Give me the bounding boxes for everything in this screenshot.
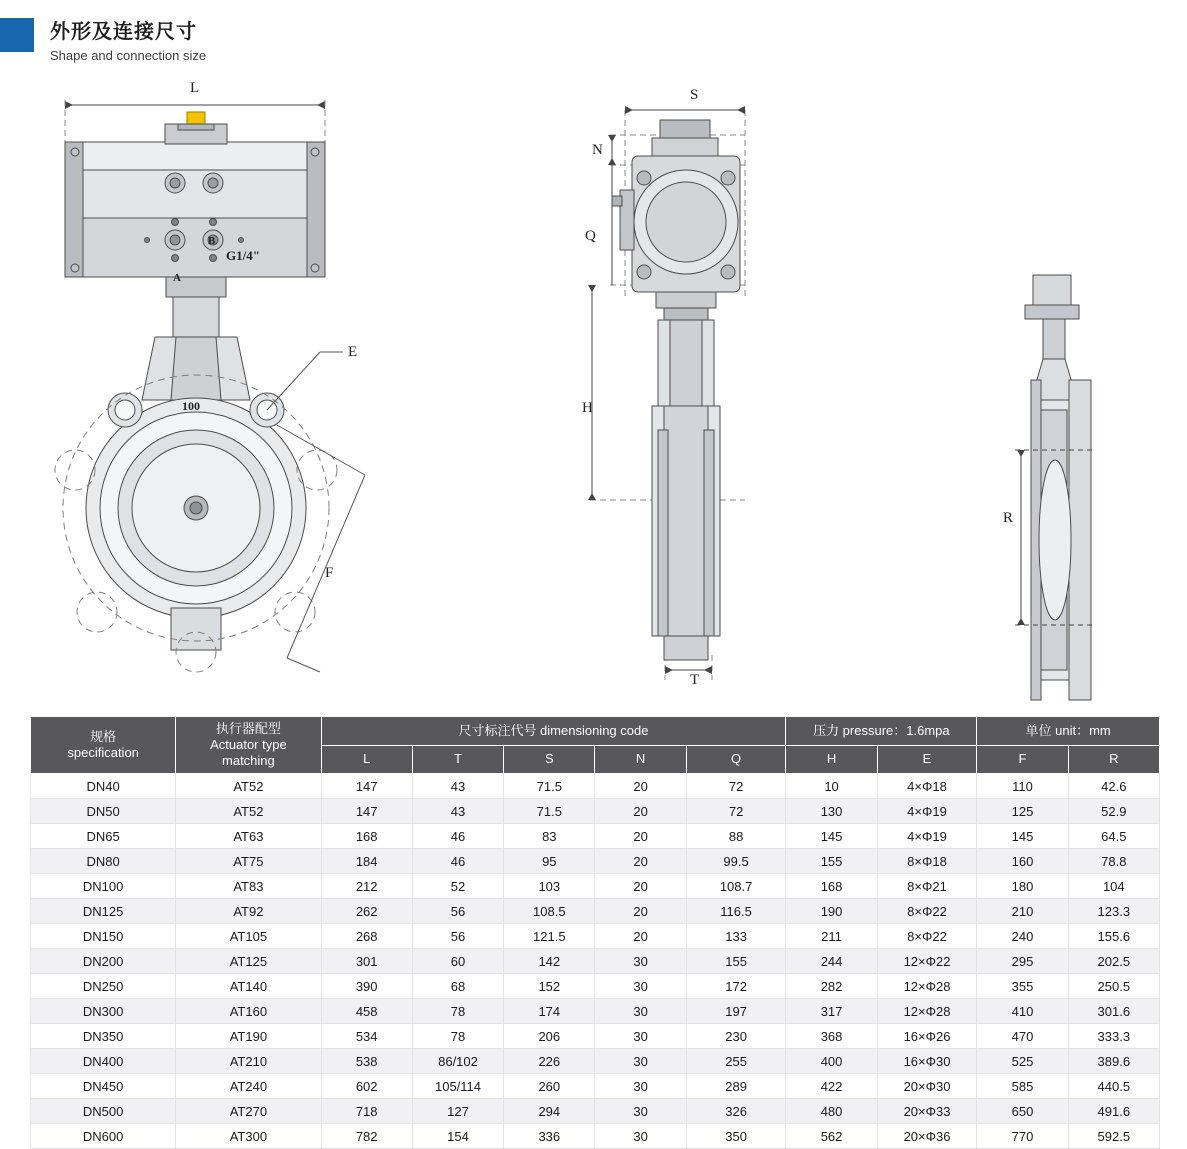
cell-L: 534 [321, 1024, 412, 1049]
th-dimensioning-code: 尺寸标注代号 dimensioning code [321, 717, 786, 746]
cell-N: 30 [595, 974, 686, 999]
cell-N: 20 [595, 924, 686, 949]
cell-spec: DN50 [31, 799, 176, 824]
cell-Q: 116.5 [686, 899, 786, 924]
cell-Q: 108.7 [686, 874, 786, 899]
label-port-a: A [173, 272, 181, 284]
cell-N: 30 [595, 999, 686, 1024]
th-col-N: N [595, 745, 686, 774]
cell-Q: 72 [686, 799, 786, 824]
cell-F: 770 [977, 1124, 1068, 1149]
table-row [31, 799, 1160, 824]
cell-E: 16×Φ30 [877, 1049, 977, 1074]
th-pressure: 压力 pressure：1.6mpa [786, 717, 977, 746]
cell-N: 30 [595, 1099, 686, 1124]
cell-L: 602 [321, 1074, 412, 1099]
cell-actuator: AT105 [176, 924, 321, 949]
cell-E: 8×Φ21 [877, 874, 977, 899]
table-body [31, 774, 1160, 1149]
cell-L: 538 [321, 1049, 412, 1074]
page-title-en: Shape and connection size [50, 48, 207, 63]
cell-S: 71.5 [504, 799, 595, 824]
cell-R: 491.6 [1068, 1099, 1159, 1124]
cell-spec: DN40 [31, 774, 176, 799]
table-row [31, 999, 1160, 1024]
cell-S: 83 [504, 824, 595, 849]
cell-L: 147 [321, 774, 412, 799]
cell-Q: 133 [686, 924, 786, 949]
section-view-drawing [985, 80, 1165, 700]
cell-actuator: AT92 [176, 899, 321, 924]
cell-N: 20 [595, 899, 686, 924]
table-head [31, 717, 1160, 774]
cell-R: 202.5 [1068, 949, 1159, 974]
cell-N: 30 [595, 1124, 686, 1149]
cell-H: 282 [786, 974, 877, 999]
cell-actuator: AT270 [176, 1099, 321, 1124]
cell-S: 121.5 [504, 924, 595, 949]
cell-F: 470 [977, 1024, 1068, 1049]
cell-E: 4×Φ19 [877, 824, 977, 849]
cell-S: 142 [504, 949, 595, 974]
table-row [31, 824, 1160, 849]
cell-actuator: AT125 [176, 949, 321, 974]
table-row [31, 1049, 1160, 1074]
cell-T: 56 [412, 899, 503, 924]
cell-T: 105/114 [412, 1074, 503, 1099]
cell-spec: DN400 [31, 1049, 176, 1074]
cell-F: 355 [977, 974, 1068, 999]
label-H: H [582, 400, 593, 416]
th-specification-cn: 规格 [90, 729, 117, 744]
label-100: 100 [182, 399, 200, 413]
cell-spec: DN450 [31, 1074, 176, 1099]
table-row [31, 1124, 1160, 1149]
cell-Q: 255 [686, 1049, 786, 1074]
cell-spec: DN500 [31, 1099, 176, 1124]
cell-H: 145 [786, 824, 877, 849]
cell-L: 212 [321, 874, 412, 899]
cell-F: 240 [977, 924, 1068, 949]
cell-S: 206 [504, 1024, 595, 1049]
th-actuator-type [176, 717, 321, 774]
cell-R: 592.5 [1068, 1124, 1159, 1149]
cell-E: 20×Φ36 [877, 1124, 977, 1149]
cell-E: 12×Φ28 [877, 974, 977, 999]
cell-L: 458 [321, 999, 412, 1024]
cell-E: 8×Φ22 [877, 899, 977, 924]
cell-actuator: AT190 [176, 1024, 321, 1049]
cell-R: 440.5 [1068, 1074, 1159, 1099]
cell-N: 20 [595, 849, 686, 874]
cell-N: 30 [595, 1024, 686, 1049]
th-actuator-cn: 执行器配型 [215, 721, 281, 736]
cell-F: 160 [977, 849, 1068, 874]
cell-T: 68 [412, 974, 503, 999]
cell-R: 250.5 [1068, 974, 1159, 999]
cell-H: 368 [786, 1024, 877, 1049]
specification-table-wrapper [30, 716, 1160, 1149]
cell-R: 78.8 [1068, 849, 1159, 874]
cell-Q: 230 [686, 1024, 786, 1049]
cell-R: 64.5 [1068, 824, 1159, 849]
cell-L: 168 [321, 824, 412, 849]
table-row [31, 849, 1160, 874]
cell-T: 154 [412, 1124, 503, 1149]
cell-L: 268 [321, 924, 412, 949]
cell-F: 210 [977, 899, 1068, 924]
cell-T: 56 [412, 924, 503, 949]
cell-E: 20×Φ30 [877, 1074, 977, 1099]
cell-spec: DN250 [31, 974, 176, 999]
cell-S: 336 [504, 1124, 595, 1149]
page-title-cn: 外形及连接尺寸 [50, 21, 197, 43]
cell-R: 104 [1068, 874, 1159, 899]
cell-T: 43 [412, 799, 503, 824]
th-col-H: H [786, 745, 877, 774]
cell-E: 12×Φ28 [877, 999, 977, 1024]
cell-T: 86/102 [412, 1049, 503, 1074]
label-L: L [190, 80, 200, 96]
cell-S: 174 [504, 999, 595, 1024]
label-F: F [325, 565, 334, 581]
cell-spec: DN200 [31, 949, 176, 974]
page-header [0, 18, 206, 65]
cell-spec: DN600 [31, 1124, 176, 1149]
technical-drawings [0, 80, 1187, 710]
cell-H: 168 [786, 874, 877, 899]
table-head-row-1 [31, 717, 1160, 746]
cell-F: 295 [977, 949, 1068, 974]
cell-H: 211 [786, 924, 877, 949]
cell-T: 52 [412, 874, 503, 899]
th-actuator-en1: Actuator type [210, 737, 287, 752]
cell-spec: DN100 [31, 874, 176, 899]
cell-L: 718 [321, 1099, 412, 1124]
th-col-R: R [1068, 745, 1159, 774]
cell-actuator: AT75 [176, 849, 321, 874]
th-col-E: E [877, 745, 977, 774]
cell-N: 30 [595, 1049, 686, 1074]
cell-E: 16×Φ26 [877, 1024, 977, 1049]
label-thread: G1/4" [226, 248, 260, 263]
cell-Q: 72 [686, 774, 786, 799]
cell-actuator: AT52 [176, 799, 321, 824]
label-N: N [592, 142, 603, 158]
label-E: E [348, 344, 358, 360]
cell-T: 60 [412, 949, 503, 974]
cell-T: 78 [412, 1024, 503, 1049]
cell-H: 190 [786, 899, 877, 924]
cell-actuator: AT160 [176, 999, 321, 1024]
cell-R: 301.6 [1068, 999, 1159, 1024]
cell-actuator: AT52 [176, 774, 321, 799]
cell-L: 147 [321, 799, 412, 824]
cell-F: 145 [977, 824, 1068, 849]
cell-spec: DN125 [31, 899, 176, 924]
side-view-drawing [560, 80, 890, 700]
cell-R: 333.3 [1068, 1024, 1159, 1049]
cell-F: 410 [977, 999, 1068, 1024]
specification-table [30, 716, 1160, 1149]
cell-F: 525 [977, 1049, 1068, 1074]
cell-Q: 155 [686, 949, 786, 974]
cell-L: 390 [321, 974, 412, 999]
cell-spec: DN350 [31, 1024, 176, 1049]
cell-Q: 172 [686, 974, 786, 999]
cell-T: 127 [412, 1099, 503, 1124]
th-col-S: S [504, 745, 595, 774]
cell-H: 130 [786, 799, 877, 824]
th-col-T: T [412, 745, 503, 774]
cell-S: 260 [504, 1074, 595, 1099]
label-port-b: B [208, 235, 216, 247]
label-S: S [690, 87, 699, 103]
cell-S: 71.5 [504, 774, 595, 799]
cell-Q: 289 [686, 1074, 786, 1099]
cell-N: 30 [595, 1074, 686, 1099]
cell-R: 123.3 [1068, 899, 1159, 924]
cell-E: 12×Φ22 [877, 949, 977, 974]
cell-H: 562 [786, 1124, 877, 1149]
cell-F: 125 [977, 799, 1068, 824]
cell-actuator: AT63 [176, 824, 321, 849]
cell-H: 10 [786, 774, 877, 799]
cell-F: 650 [977, 1099, 1068, 1124]
cell-actuator: AT240 [176, 1074, 321, 1099]
cell-R: 52.9 [1068, 799, 1159, 824]
cell-E: 8×Φ22 [877, 924, 977, 949]
cell-L: 262 [321, 899, 412, 924]
cell-T: 46 [412, 824, 503, 849]
cell-spec: DN80 [31, 849, 176, 874]
cell-H: 480 [786, 1099, 877, 1124]
cell-N: 20 [595, 874, 686, 899]
th-unit: 单位 unit：mm [977, 717, 1160, 746]
cell-S: 226 [504, 1049, 595, 1074]
cell-S: 294 [504, 1099, 595, 1124]
label-T: T [690, 672, 700, 688]
header-titles [50, 18, 206, 65]
cell-S: 108.5 [504, 899, 595, 924]
cell-T: 78 [412, 999, 503, 1024]
cell-S: 152 [504, 974, 595, 999]
table-row [31, 949, 1160, 974]
cell-Q: 197 [686, 999, 786, 1024]
cell-T: 43 [412, 774, 503, 799]
cell-H: 155 [786, 849, 877, 874]
label-Q: Q [585, 228, 596, 244]
cell-R: 42.6 [1068, 774, 1159, 799]
cell-actuator: AT210 [176, 1049, 321, 1074]
th-actuator-en2: matching [222, 753, 275, 768]
th-col-Q: Q [686, 745, 786, 774]
th-col-L: L [321, 745, 412, 774]
cell-E: 4×Φ18 [877, 774, 977, 799]
cell-actuator: AT83 [176, 874, 321, 899]
th-specification-en: specification [67, 745, 139, 760]
cell-E: 4×Φ19 [877, 799, 977, 824]
table-row [31, 974, 1160, 999]
cell-R: 389.6 [1068, 1049, 1159, 1074]
cell-N: 20 [595, 774, 686, 799]
cell-Q: 350 [686, 1124, 786, 1149]
th-specification [31, 717, 176, 774]
table-row [31, 924, 1160, 949]
table-row [31, 874, 1160, 899]
cell-E: 20×Φ33 [877, 1099, 977, 1124]
cell-F: 585 [977, 1074, 1068, 1099]
th-col-F: F [977, 745, 1068, 774]
table-row [31, 1024, 1160, 1049]
cell-T: 46 [412, 849, 503, 874]
cell-F: 110 [977, 774, 1068, 799]
cell-S: 103 [504, 874, 595, 899]
label-R: R [1003, 510, 1014, 526]
cell-actuator: AT300 [176, 1124, 321, 1149]
cell-spec: DN150 [31, 924, 176, 949]
cell-H: 400 [786, 1049, 877, 1074]
cell-R: 155.6 [1068, 924, 1159, 949]
cell-Q: 88 [686, 824, 786, 849]
cell-N: 30 [595, 949, 686, 974]
cell-L: 782 [321, 1124, 412, 1149]
cell-spec: DN300 [31, 999, 176, 1024]
table-row [31, 899, 1160, 924]
cell-H: 317 [786, 999, 877, 1024]
table-row [31, 1099, 1160, 1124]
accent-bar [0, 18, 34, 52]
table-row [31, 1074, 1160, 1099]
cell-S: 95 [504, 849, 595, 874]
cell-Q: 99.5 [686, 849, 786, 874]
front-view-drawing [35, 80, 435, 700]
cell-H: 244 [786, 949, 877, 974]
cell-spec: DN65 [31, 824, 176, 849]
cell-E: 8×Φ18 [877, 849, 977, 874]
cell-actuator: AT140 [176, 974, 321, 999]
cell-Q: 326 [686, 1099, 786, 1124]
cell-L: 184 [321, 849, 412, 874]
cell-L: 301 [321, 949, 412, 974]
cell-F: 180 [977, 874, 1068, 899]
table-row [31, 774, 1160, 799]
cell-H: 422 [786, 1074, 877, 1099]
cell-N: 20 [595, 799, 686, 824]
cell-N: 20 [595, 824, 686, 849]
